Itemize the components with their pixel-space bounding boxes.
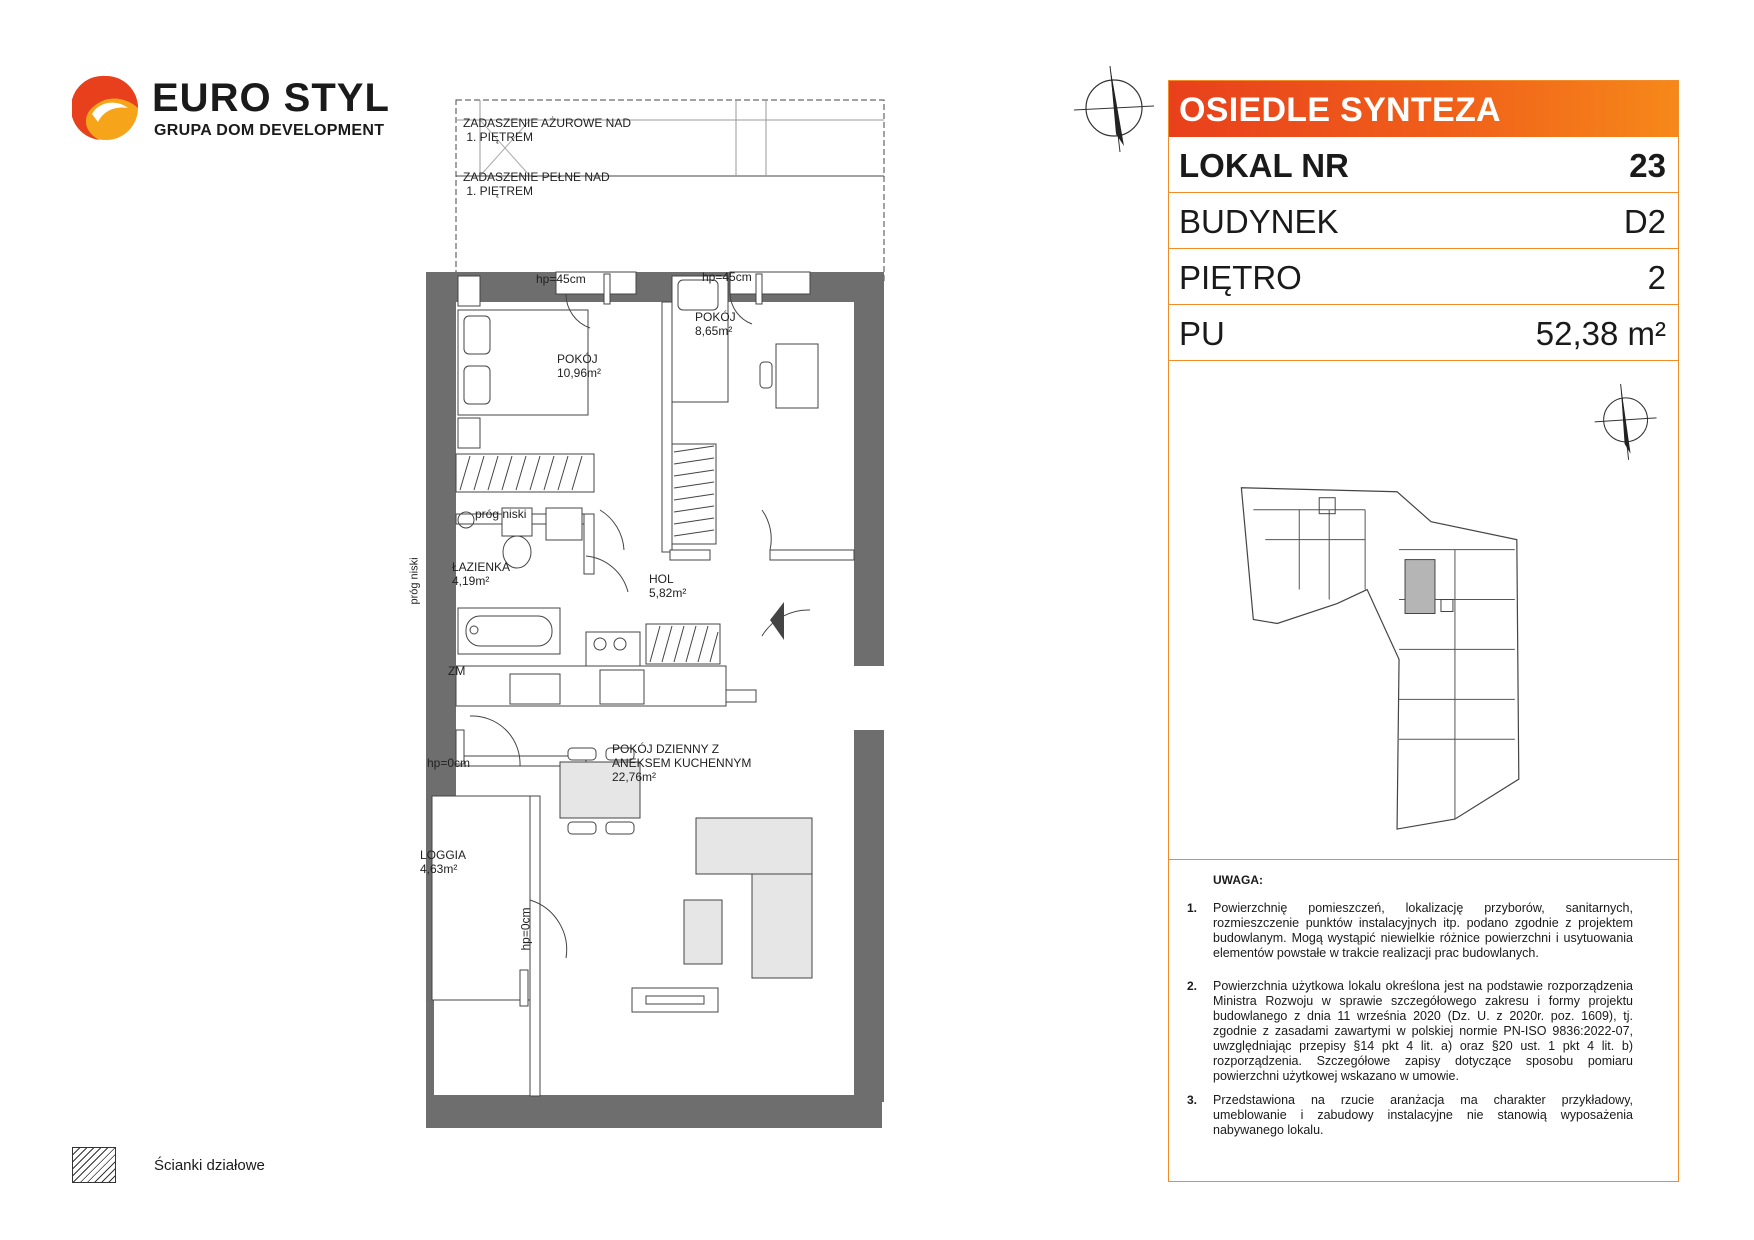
estate-name: OSIEDLE SYNTEZA [1179,91,1501,129]
label-roof-full: ZADASZENIE PEŁNE NAD 1. PIĘTREM [463,170,610,198]
label-roof-open: ZADASZENIE AŻUROWE NAD 1. PIĘTREM [463,116,632,144]
label-room2: POKÓJ 8,65m² [695,310,736,338]
label-living-room: POKÓJ DZIENNY Z ANEKSEM KUCHENNYM 22,76m² [612,742,752,784]
row-key: PU [1179,315,1225,352]
label-bathroom: ŁAZIENKA 4,19m² [452,560,511,588]
label-loggia: LOGGIA 4,63m² [420,848,467,876]
label-prog-niski: próg niski [475,507,527,521]
row-key: LOKAL NR [1179,147,1349,184]
notes-title: UWAGA: [1213,873,1263,887]
row-value: 2 [1647,259,1666,296]
note-number: 2. [1187,979,1198,993]
legend [72,1147,392,1187]
north-arrow-icon [1070,62,1162,154]
row-key: BUDYNEK [1179,203,1339,240]
label-room1: POKÓJ 10,96m² [557,352,602,380]
note-text: Powierzchnia użytkowa lokalu określona jest na podstawie rozporządzenia Ministra Rozwoju w sprawie szczegółowego zakresu i formy projektu budowlanego z dnia 11 września 2020 (Dz. U. z 2020r. poz. 1609), tj. zgodnie z zasadami zawartymi w polskiej normie PN-ISO 9836:2022-07, uwzględniając przepisy §14 pkt 4 lit. a) oraz §20 ust. 1 pkt 4 lit. b) rozporządzenia. Szczegółowe zapisy dotyczące sposobu pomiaru powierzchni użytkowej wskazano w umowie. [1213,979,1633,1083]
minimap-north-arrow-icon [1595,384,1657,460]
floor-plan-drawing [400,80,900,1180]
row-building [1169,193,1678,249]
label-hp45-a: hp=45cm [536,272,586,286]
info-panel [1168,80,1679,1182]
label-prog-niski-vertical: próg niski [408,557,421,605]
legend-hatch-swatch [72,1147,116,1183]
row-value: 52,38 m² [1535,315,1666,352]
row-floor [1169,249,1678,305]
row-value: 23 [1629,147,1666,184]
note-text: Przedstawiona na rzucie aranżacja ma charakter przykładowy, umeblowanie i zabudowy instalacyjne nie stanowią wyposażenia nabywanego lokalu. [1213,1093,1633,1137]
note-text: Powierzchnię pomieszczeń, lokalizację przyborów, sanitarnych, rozmieszczenie punktów instalacyjnych itp. podano zgodnie z projektem budowlanym. Mogą wystąpić niewielkie różnice powierzchni i usytuowania elementów powstałe w trakcie realizacji prac budowlanych. [1213,901,1633,960]
label-hp0-a: hp=0cm [427,756,471,770]
building-key-plan [1169,360,1678,860]
row-usable-area [1169,305,1678,361]
legend-label: Ścianki działowe [154,1157,265,1174]
notes-section [1169,861,1678,1181]
note-number: 3. [1187,1093,1198,1107]
logo-title: EURO STYL [152,76,390,120]
panel-header [1169,81,1678,137]
note-number: 1. [1187,901,1198,915]
logo-mark-icon [72,74,140,142]
row-unit-number [1169,137,1678,193]
label-hall: HOL 5,82m² [649,572,687,600]
floor-plan [400,80,900,1180]
label-hp0-b: hp=0cm [518,907,533,951]
row-key: PIĘTRO [1179,259,1302,296]
logo-subtitle: GRUPA DOM DEVELOPMENT [154,122,385,139]
row-value: D2 [1623,203,1666,240]
company-logo [72,74,392,144]
label-hp45-b: hp=45cm [702,270,752,284]
building-key-plan-drawing [1169,360,1678,859]
label-zm: ZM [448,664,466,678]
